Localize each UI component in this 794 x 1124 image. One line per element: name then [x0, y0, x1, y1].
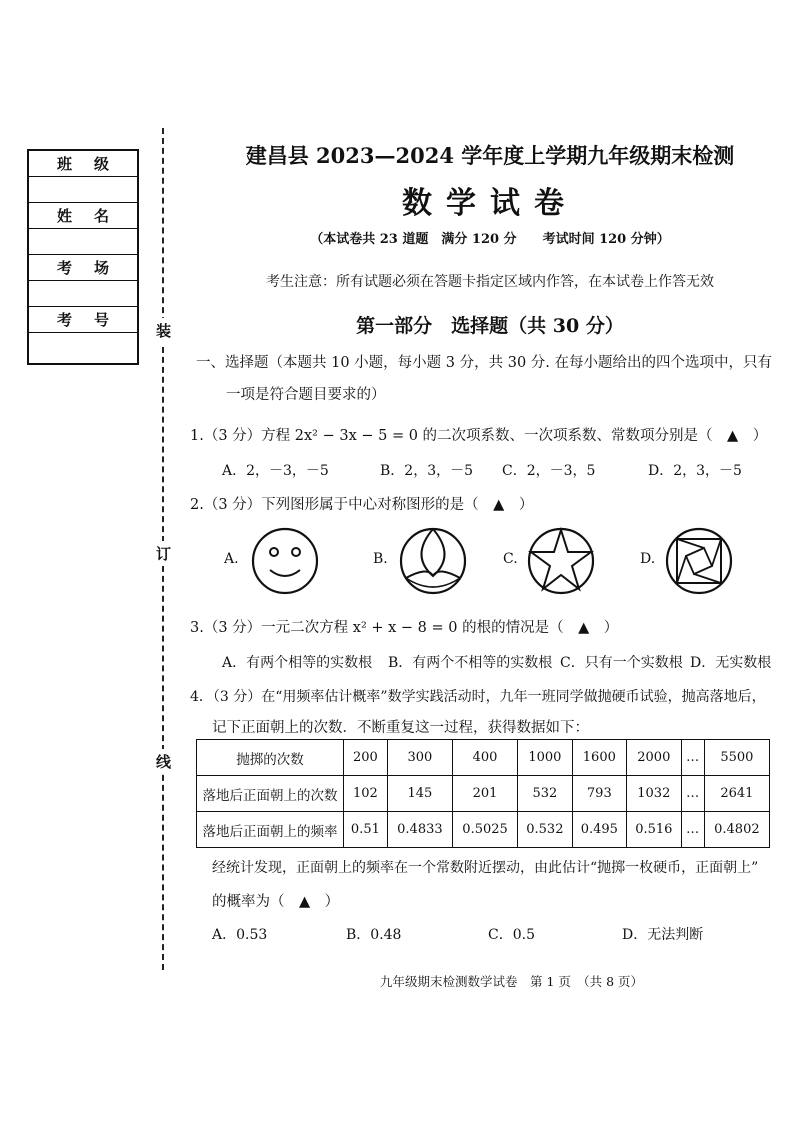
page-footer: 九年级期末检测数学试卷 第 1 页 （共 8 页）: [380, 974, 644, 989]
subject-title: 数学试卷: [402, 186, 578, 221]
table-cell: 1000: [518, 740, 572, 776]
q2-figure-d-pinwheel: [664, 526, 734, 596]
table-cell: 400: [452, 740, 517, 776]
table-row: [197, 776, 770, 812]
table-cell: 2641: [704, 776, 769, 812]
q2-figure-a-smiley: [250, 526, 320, 596]
table-cell: 532: [518, 776, 572, 812]
q1-option-a: A．2，－3，－5: [222, 463, 329, 479]
table-cell: 201: [452, 776, 517, 812]
binding-char-zhuang: 装: [156, 318, 171, 343]
q2-figure-b-trefoil: [398, 526, 468, 596]
info-label-room: 考场: [29, 255, 137, 281]
q1-option-b: B．2，3，－5: [380, 463, 474, 479]
table-row-header: 落地后正面朝上的频率: [197, 812, 344, 848]
info-label-class: 班级: [29, 151, 137, 177]
table-cell: 200: [344, 740, 388, 776]
q3-option-c: C．只有一个实数根: [560, 655, 683, 671]
exam-info: （本试卷共 23 道题 满分 120 分 考试时间 120 分钟）: [310, 232, 670, 247]
q2-figure-c-star: [526, 526, 596, 596]
q4-option-b: B．0.48: [346, 927, 402, 943]
table-cell: …: [681, 812, 704, 848]
table-cell: 102: [344, 776, 388, 812]
table-cell: 5500: [704, 740, 769, 776]
q4-line4: 的概率为（ ▲ ）: [212, 894, 340, 910]
info-label-number: 考号: [29, 307, 137, 333]
q2-label-d: D.: [640, 551, 656, 567]
table-cell: 0.5025: [452, 812, 517, 848]
part-title: 第一部分 选择题（共 30 分）: [356, 315, 624, 337]
info-blank-number: [29, 333, 137, 359]
table-cell: 1032: [627, 776, 681, 812]
student-info-box: [27, 149, 139, 365]
q2-label-b: B.: [373, 551, 388, 567]
table-cell: 0.532: [518, 812, 572, 848]
q1-option-c: C．2，－3，5: [502, 463, 596, 479]
info-blank-room: [29, 281, 137, 307]
table-cell: 0.51: [344, 812, 388, 848]
section-intro-line1: 一、选择题（本题共 10 小题，每小题 3 分，共 30 分. 在每小题给出的四个选项中，只有: [196, 355, 772, 371]
q1-stem: 1.（3 分）方程 2x² − 3x − 5 = 0 的二次项系数、一次项系数、常数项分别是（ ▲ ）: [190, 428, 768, 444]
table-row-header: 落地后正面朝上的次数: [197, 776, 344, 812]
q3-stem: 3.（3 分）一元二次方程 x² + x − 8 = 0 的根的情况是（ ▲ ）: [190, 620, 619, 636]
q4-line2: 记下正面朝上的次数．不断重复这一过程，获得数据如下：: [212, 720, 589, 736]
q4-option-a: A．0.53: [212, 927, 268, 943]
exam-title: 建昌县 2023—2024 学年度上学期九年级期末检测: [245, 143, 735, 168]
table-row: [197, 812, 770, 848]
table-cell: …: [681, 776, 704, 812]
table-cell: …: [681, 740, 704, 776]
table-cell: 0.516: [627, 812, 681, 848]
table-row: [197, 740, 770, 776]
q1-option-d: D．2，3，－5: [648, 463, 742, 479]
table-cell: 793: [572, 776, 626, 812]
table-row-header: 抛掷的次数: [197, 740, 344, 776]
q2-label-a: A.: [224, 551, 239, 567]
q4-option-c: C．0.5: [488, 927, 535, 943]
q2-label-c: C.: [503, 551, 518, 567]
q4-line1: 4．（3 分）在“用频率估计概率”数学实践活动时，九年一班同学做抛硬币试验，抛高落地后，: [190, 689, 766, 705]
table-cell: 300: [387, 740, 452, 776]
info-blank-class: [29, 177, 137, 203]
frequency-table: [196, 739, 770, 848]
exam-notice: 考生注意：所有试题必须在答题卡指定区域内作答，在本试卷上作答无效: [266, 274, 714, 290]
q3-option-a: A．有两个相等的实数根: [222, 655, 373, 671]
q4-option-d: D．无法判断: [622, 927, 704, 943]
table-cell: 0.495: [572, 812, 626, 848]
q3-option-b: B．有两个不相等的实数根: [388, 655, 553, 671]
table-cell: 145: [387, 776, 452, 812]
q4-line3: 经统计发现，正面朝上的频率在一个常数附近摆动，由此估计“抛掷一枚硬币，正面朝上”: [212, 860, 759, 876]
table-cell: 1600: [572, 740, 626, 776]
q2-stem: 2.（3 分）下列图形属于中心对称图形的是（ ▲ ）: [190, 497, 534, 513]
table-cell: 2000: [627, 740, 681, 776]
info-blank-name: [29, 229, 137, 255]
table-cell: 0.4802: [704, 812, 769, 848]
section-intro-line2: 一项是符合题目要求的）: [226, 387, 386, 403]
binding-char-ding: 订: [156, 541, 171, 566]
q3-option-d: D．无实数根: [690, 655, 772, 671]
table-cell: 0.4833: [387, 812, 452, 848]
binding-char-xian: 线: [156, 749, 171, 774]
info-label-name: 姓名: [29, 203, 137, 229]
